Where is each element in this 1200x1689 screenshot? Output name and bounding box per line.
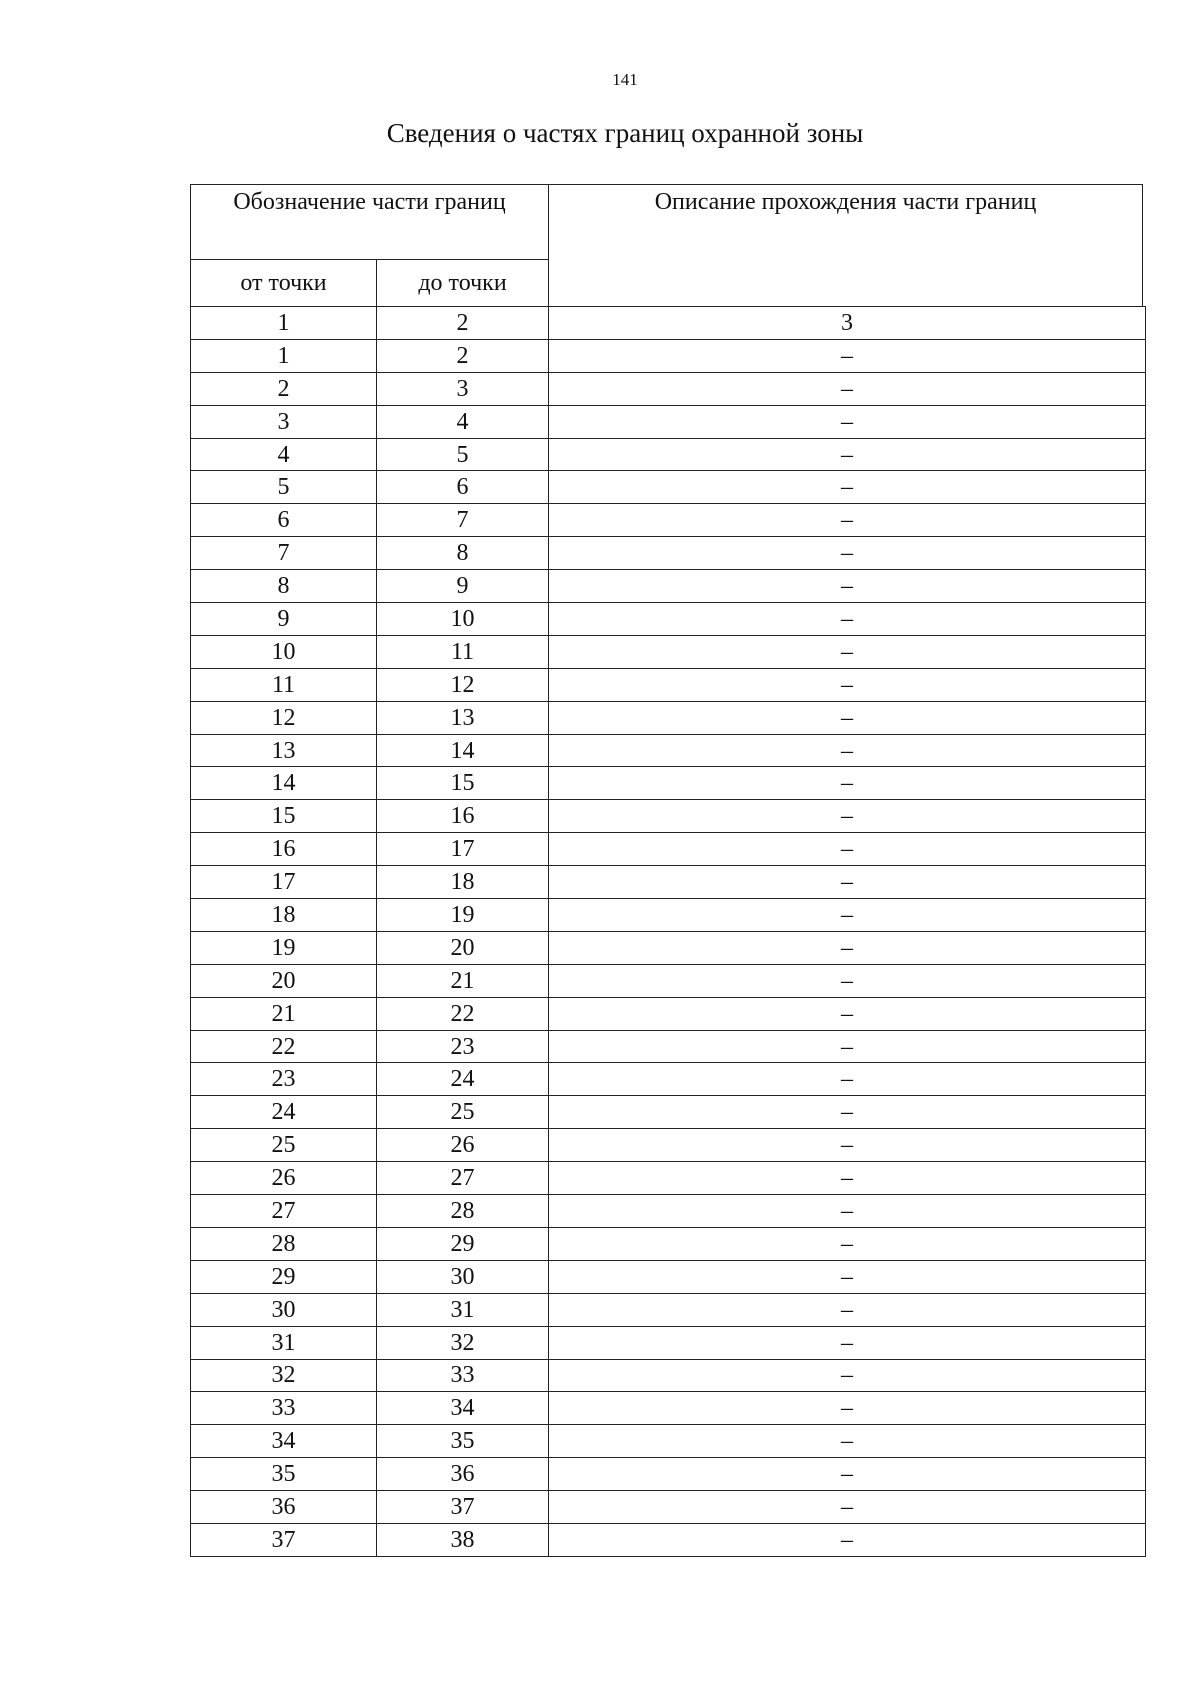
- to-point-cell: 14: [377, 734, 549, 767]
- column-number-row: [191, 307, 1146, 340]
- to-point-cell: 22: [377, 997, 549, 1030]
- to-point-cell: 2: [377, 339, 549, 372]
- description-cell: –: [549, 701, 1146, 734]
- from-point-cell: 20: [191, 964, 377, 997]
- to-point-cell: 21: [377, 964, 549, 997]
- header-boundary-part-designation: Обозначение части границ: [191, 185, 549, 260]
- description-cell: –: [549, 1227, 1146, 1260]
- from-point-cell: 37: [191, 1523, 377, 1556]
- to-point-cell: 31: [377, 1293, 549, 1326]
- table-row: [191, 438, 1146, 471]
- table-header: [190, 184, 1143, 307]
- to-point-cell: 26: [377, 1129, 549, 1162]
- description-cell: –: [549, 372, 1146, 405]
- to-point-cell: 17: [377, 833, 549, 866]
- table-row: [191, 734, 1146, 767]
- description-cell: –: [549, 931, 1146, 964]
- table-row: [191, 1195, 1146, 1228]
- table-row: [191, 1227, 1146, 1260]
- to-point-cell: 37: [377, 1491, 549, 1524]
- from-point-cell: 10: [191, 635, 377, 668]
- table-row: [191, 931, 1146, 964]
- to-point-cell: 34: [377, 1392, 549, 1425]
- from-point-cell: 22: [191, 1030, 377, 1063]
- from-point-cell: 11: [191, 668, 377, 701]
- table-row: [191, 1260, 1146, 1293]
- from-point-cell: 28: [191, 1227, 377, 1260]
- from-point-cell: 1: [191, 339, 377, 372]
- description-cell: –: [549, 1195, 1146, 1228]
- to-point-cell: 27: [377, 1162, 549, 1195]
- from-point-cell: 18: [191, 899, 377, 932]
- description-cell: –: [549, 504, 1146, 537]
- to-point-cell: 11: [377, 635, 549, 668]
- table-row: [191, 1326, 1146, 1359]
- from-point-cell: 14: [191, 767, 377, 800]
- description-cell: –: [549, 1129, 1146, 1162]
- table-row: [191, 1392, 1146, 1425]
- from-point-cell: 13: [191, 734, 377, 767]
- table-row: [191, 504, 1146, 537]
- to-point-cell: 10: [377, 603, 549, 636]
- table-row: [191, 405, 1146, 438]
- description-cell: –: [549, 767, 1146, 800]
- table-row: [191, 800, 1146, 833]
- description-cell: –: [549, 866, 1146, 899]
- to-point-cell: 24: [377, 1063, 549, 1096]
- page-number: 141: [612, 70, 638, 89]
- header-boundary-description: Описание прохождения части границ: [549, 185, 1143, 307]
- to-point-cell: 3: [377, 372, 549, 405]
- from-point-cell: 19: [191, 931, 377, 964]
- description-cell: –: [549, 1359, 1146, 1392]
- description-cell: –: [549, 471, 1146, 504]
- from-point-cell: 27: [191, 1195, 377, 1228]
- table-row: [191, 603, 1146, 636]
- to-point-cell: 38: [377, 1523, 549, 1556]
- description-cell: –: [549, 438, 1146, 471]
- table-row: [191, 1491, 1146, 1524]
- description-cell: –: [549, 603, 1146, 636]
- table-row: [191, 1063, 1146, 1096]
- table-row: [191, 471, 1146, 504]
- description-cell: –: [549, 1425, 1146, 1458]
- from-point-cell: 32: [191, 1359, 377, 1392]
- from-point-cell: 26: [191, 1162, 377, 1195]
- from-point-cell: 35: [191, 1458, 377, 1491]
- to-point-cell: 4: [377, 405, 549, 438]
- description-cell: –: [549, 1260, 1146, 1293]
- description-cell: –: [549, 1491, 1146, 1524]
- table-row: [191, 833, 1146, 866]
- from-point-cell: 33: [191, 1392, 377, 1425]
- from-point-cell: 34: [191, 1425, 377, 1458]
- to-point-cell: 29: [377, 1227, 549, 1260]
- from-point-cell: 3: [191, 405, 377, 438]
- description-cell: –: [549, 1392, 1146, 1425]
- from-point-cell: 31: [191, 1326, 377, 1359]
- from-point-cell: 24: [191, 1096, 377, 1129]
- header-from-point: от точки: [191, 260, 377, 307]
- to-point-cell: 25: [377, 1096, 549, 1129]
- from-point-cell: 29: [191, 1260, 377, 1293]
- from-point-cell: 12: [191, 701, 377, 734]
- description-cell: –: [549, 1458, 1146, 1491]
- to-point-cell: 18: [377, 866, 549, 899]
- table-row: [191, 964, 1146, 997]
- table-row: [191, 1523, 1146, 1556]
- to-point-cell: 16: [377, 800, 549, 833]
- description-cell: –: [549, 833, 1146, 866]
- to-point-cell: 30: [377, 1260, 549, 1293]
- description-cell: –: [549, 1326, 1146, 1359]
- table-row: [191, 899, 1146, 932]
- column-number-1: 1: [191, 307, 377, 340]
- from-point-cell: 8: [191, 570, 377, 603]
- table-row: [191, 339, 1146, 372]
- to-point-cell: 19: [377, 899, 549, 932]
- description-cell: –: [549, 1162, 1146, 1195]
- table-row: [191, 1129, 1146, 1162]
- description-cell: –: [549, 339, 1146, 372]
- from-point-cell: 2: [191, 372, 377, 405]
- description-cell: –: [549, 1063, 1146, 1096]
- table-row: [191, 537, 1146, 570]
- to-point-cell: 32: [377, 1326, 549, 1359]
- page-title: Сведения о частях границ охранной зоны: [386, 118, 864, 148]
- to-point-cell: 35: [377, 1425, 549, 1458]
- to-point-cell: 13: [377, 701, 549, 734]
- header-to-point: до точки: [377, 260, 549, 307]
- to-point-cell: 8: [377, 537, 549, 570]
- table-row: [191, 1162, 1146, 1195]
- from-point-cell: 23: [191, 1063, 377, 1096]
- from-point-cell: 4: [191, 438, 377, 471]
- to-point-cell: 12: [377, 668, 549, 701]
- description-cell: –: [549, 405, 1146, 438]
- description-cell: –: [549, 537, 1146, 570]
- from-point-cell: 30: [191, 1293, 377, 1326]
- table-row: [191, 1359, 1146, 1392]
- table-row: [191, 1293, 1146, 1326]
- table-row: [191, 668, 1146, 701]
- from-point-cell: 5: [191, 471, 377, 504]
- to-point-cell: 33: [377, 1359, 549, 1392]
- table-row: [191, 1030, 1146, 1063]
- description-cell: –: [549, 1030, 1146, 1063]
- to-point-cell: 28: [377, 1195, 549, 1228]
- from-point-cell: 25: [191, 1129, 377, 1162]
- table-row: [191, 767, 1146, 800]
- to-point-cell: 5: [377, 438, 549, 471]
- to-point-cell: 7: [377, 504, 549, 537]
- to-point-cell: 6: [377, 471, 549, 504]
- description-cell: –: [549, 800, 1146, 833]
- column-number-2: 2: [377, 307, 549, 340]
- table-row: [191, 570, 1146, 603]
- table-row: [191, 701, 1146, 734]
- table-row: [191, 1096, 1146, 1129]
- table-row: [191, 635, 1146, 668]
- description-cell: –: [549, 570, 1146, 603]
- description-cell: –: [549, 668, 1146, 701]
- table-row: [191, 1425, 1146, 1458]
- from-point-cell: 6: [191, 504, 377, 537]
- table-row: [191, 866, 1146, 899]
- table-row: [191, 997, 1146, 1030]
- to-point-cell: 23: [377, 1030, 549, 1063]
- column-number-3: 3: [549, 307, 1146, 340]
- to-point-cell: 20: [377, 931, 549, 964]
- description-cell: –: [549, 964, 1146, 997]
- from-point-cell: 7: [191, 537, 377, 570]
- description-cell: –: [549, 1096, 1146, 1129]
- description-cell: –: [549, 635, 1146, 668]
- from-point-cell: 36: [191, 1491, 377, 1524]
- from-point-cell: 9: [191, 603, 377, 636]
- table-row: [191, 372, 1146, 405]
- description-cell: –: [549, 1523, 1146, 1556]
- boundary-parts-table: [190, 306, 1146, 1557]
- description-cell: –: [549, 997, 1146, 1030]
- from-point-cell: 15: [191, 800, 377, 833]
- from-point-cell: 16: [191, 833, 377, 866]
- to-point-cell: 36: [377, 1458, 549, 1491]
- to-point-cell: 15: [377, 767, 549, 800]
- to-point-cell: 9: [377, 570, 549, 603]
- description-cell: –: [549, 1293, 1146, 1326]
- from-point-cell: 21: [191, 997, 377, 1030]
- description-cell: –: [549, 734, 1146, 767]
- table-row: [191, 1458, 1146, 1491]
- description-cell: –: [549, 899, 1146, 932]
- from-point-cell: 17: [191, 866, 377, 899]
